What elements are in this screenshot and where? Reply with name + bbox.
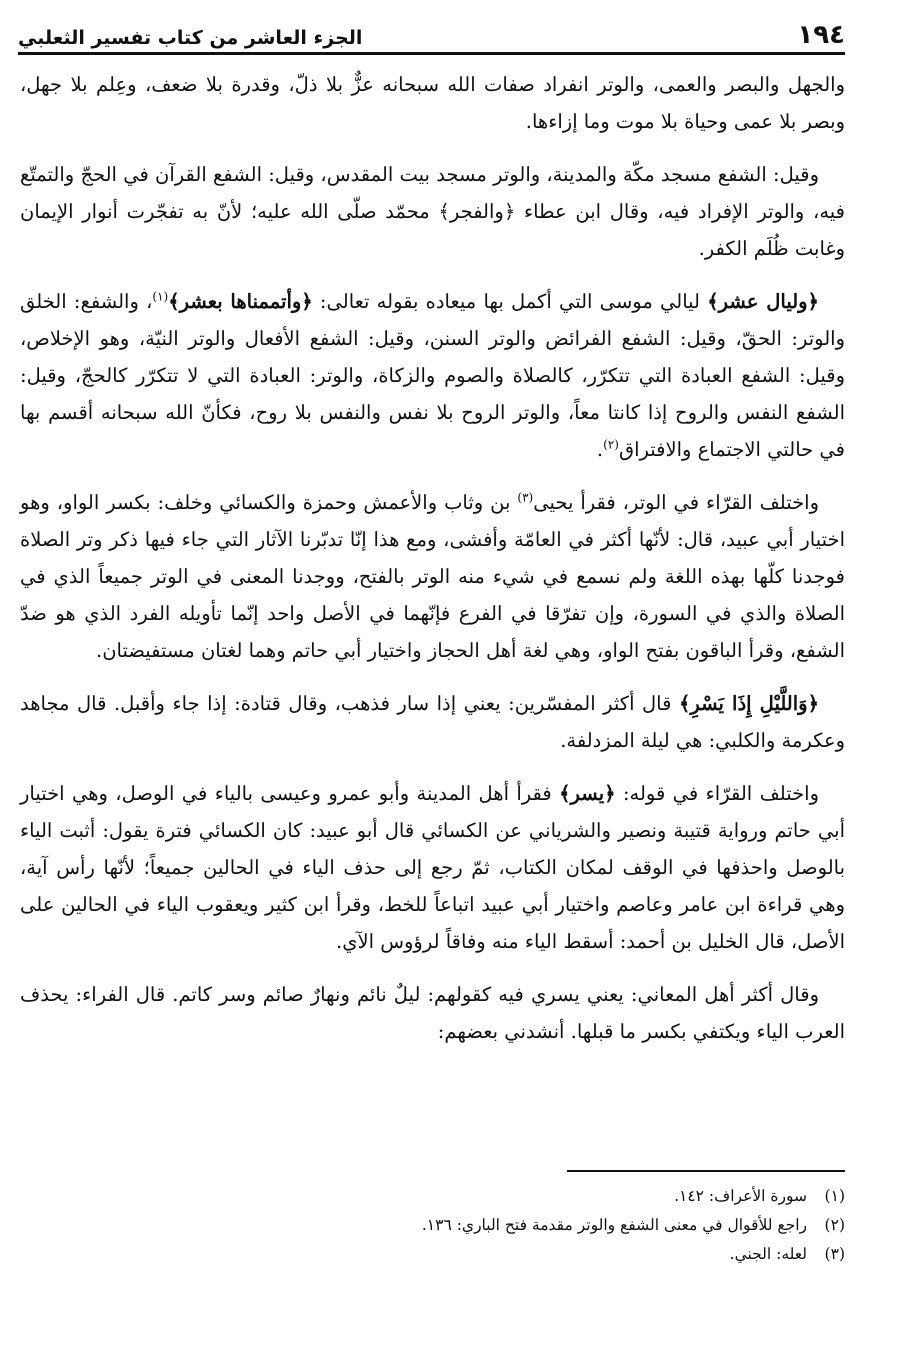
footnote-number: (٣) bbox=[824, 1245, 845, 1263]
paragraph bbox=[20, 66, 845, 140]
paragraph-text: بن وثاب والأعمش وحمزة والكسائي وخلف: بكسر الواو، وهو اختيار أبي عبيد، قال: لأنّها أكثر في العامّة وأفشى، ومع هذا إنّا تدبّرنا الآثار التي جاء فيها ذكر وتر الصلاة فوجدنا كلّها بهذه اللغة ولم نسمع في شيء منه الوتر بالفتح، ووجدنا المعنى في الوتر جميعاً الذي في الصلاة والذي في السورة، وإن تفرّقا في الفرع فإنّهما في الأصل واحد إنّما تأويله الفرد الذي هو ضدّ الشفع، وقرأ الباقون بفتح الواو، وهي لغة أهل الحجاز واختيار أبي حاتم وهما لغتان مستفيضتان. bbox=[20, 491, 845, 662]
footnote-divider bbox=[567, 1170, 845, 1172]
paragraph-text: قال أكثر المفسّرين: يعني إذا سار فذهب، وقال قتادة: إذا جاء وأقبل. قال مجاهد وعكرمة والكلبي: هي ليلة المزدلفة. bbox=[20, 692, 845, 752]
body-text bbox=[20, 66, 845, 1066]
footnote-ref[interactable]: (٣) bbox=[517, 490, 534, 505]
paragraph-text: وقال أكثر أهل المعاني: يعني يسري فيه كقولهم: ليلٌ نائم ونهارٌ صائم وسر كاتم. قال الفراء: يحذف العرب الياء ويكتفي بكسر ما قبلها. أنشدني بعضهم: bbox=[20, 983, 845, 1043]
paragraph bbox=[20, 976, 845, 1050]
paragraph-text: والجهل والبصر والعمى، والوتر انفراد صفات الله سبحانه عزٌّ بلا ذلّ، وقدرة بلا ضعف، وعِلم بلا جهل، وبصر بلا عمى وحياة بلا موت وما إزاءها. bbox=[20, 73, 845, 133]
footnote-number: (١) bbox=[824, 1187, 845, 1205]
paragraph bbox=[20, 283, 845, 468]
quran-quote: ﴿وليال عشر﴾ bbox=[707, 290, 819, 313]
footnote-number: (٢) bbox=[824, 1216, 845, 1234]
paragraph bbox=[20, 156, 845, 267]
footnote-ref[interactable]: (٢) bbox=[603, 437, 619, 452]
footnotes bbox=[260, 1182, 845, 1269]
running-title: الجزء العاشر من كتاب تفسير الثعلبي bbox=[18, 27, 363, 49]
paragraph bbox=[20, 484, 845, 669]
paragraph-text: وقيل: الشفع مسجد مكّة والمدينة، والوتر مسجد بيت المقدس، وقيل: الشفع القرآن في الحجّ والتمتّع فيه، والوتر الإفراد فيه، وقال ابن عطاء ﴿والفجر﴾ محمّد صلّى الله عليه؛ لأنّ به تفجّرت أنوار الإيمان وغابت ظُلَم الكفر. bbox=[20, 163, 845, 260]
footnote bbox=[260, 1211, 845, 1240]
paragraph bbox=[20, 685, 845, 759]
footnote-text: راجع للأقوال في معنى الشفع والوتر مقدمة فتح الباري: ١٣٦. bbox=[421, 1216, 807, 1234]
quran-quote: ﴿وأتممناها بعشر﴾ bbox=[168, 290, 313, 313]
paragraph-text: . bbox=[596, 438, 604, 461]
paragraph-text: ليالي موسى التي أكمل بها ميعاده بقوله تعالى: bbox=[312, 290, 708, 313]
footnote-ref[interactable]: (١) bbox=[152, 289, 169, 304]
footnote-text: لعله: الجني. bbox=[729, 1245, 807, 1263]
paragraph-text: ، والشفع: الخلق والوتر: الحقّ، وقيل: الشفع الفرائض والوتر السنن، وقيل: الشفع الأفعال والوتر النيّة، وهو الإخلاص، وقيل: الشفع العبادة التي تتكرّر، كالصلاة والصوم والزكاة، والوتر: العبادة التي لا تتكرّر كالحجّ، وقيل: الشفع النفس والروح إذا كانتا معاً، والوتر الروح بلا نفس والنفس بلا روح، فكأنّ الله سبحانه أقسم بها في حالتي الاجتماع والافتراق bbox=[20, 290, 845, 461]
paragraph-text: فقرأ أهل المدينة وأبو عمرو وعيسى بالياء في الوصل، وهي اختيار أبي حاتم ورواية قتيبة ونصير والشرياني عن الكسائي قال أبو عبيد: كان الكسائي فترة يقول: أثبت الياء بالوصل واحذفها في الوقف لمكان الكتاب، ثمّ رجع إلى حذف الياء في الحالين جميعاً؛ لأنّها رأس آية، وهي قراءة ابن عامر وعاصم واختيار أبي عبيد اتباعاً للخط، وقرأ ابن كثير ويعقوب الياء في الحالين على الأصل، قال الخليل بن أحمد: أسقط الياء منه وفاقاً لرؤوس الآي. bbox=[20, 782, 845, 953]
paragraph bbox=[20, 775, 845, 960]
quran-quote: ﴿يسر﴾ bbox=[559, 782, 616, 805]
quran-quote: ﴿وَاللَّيْلِ إِذَا يَسْرِ﴾ bbox=[678, 692, 819, 715]
footnote bbox=[260, 1240, 845, 1269]
page-number: ١٩٤ bbox=[797, 20, 845, 50]
footnote bbox=[260, 1182, 845, 1211]
paragraph-text: واختلف القرّاء في قوله: bbox=[615, 782, 819, 805]
page-header bbox=[18, 6, 845, 55]
paragraph-text: واختلف القرّاء في الوتر، فقرأ يحيى bbox=[533, 491, 820, 514]
footnote-text: سورة الأعراف: ١٤٢. bbox=[674, 1187, 807, 1205]
